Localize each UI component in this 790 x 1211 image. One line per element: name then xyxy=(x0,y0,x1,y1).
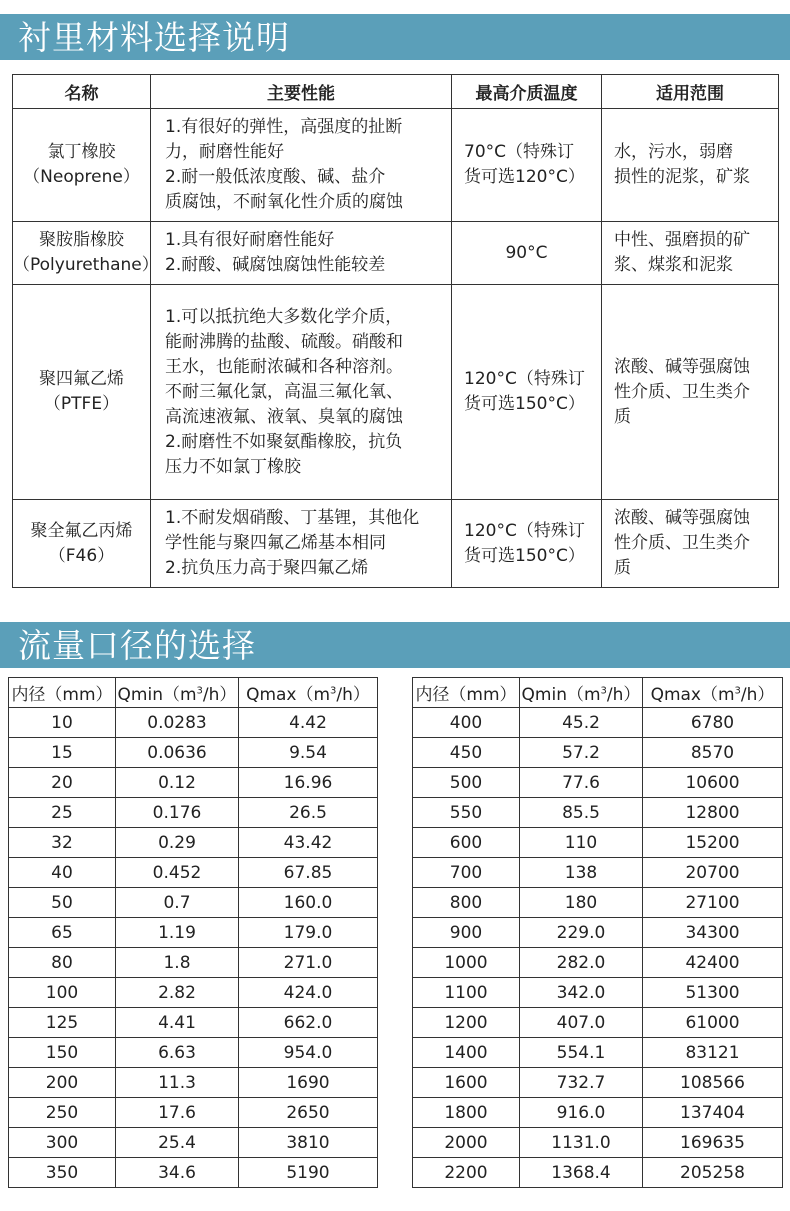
cell-text-line: 70°C（特殊订 xyxy=(464,142,575,162)
cell-text-line: 氯丁橡胶 xyxy=(47,142,116,162)
diameter-cell: 1400 xyxy=(413,1038,520,1068)
qmin-cell: 0.0283 xyxy=(116,708,239,738)
qmin-cell: 1131.0 xyxy=(520,1128,643,1158)
qmax-cell: 424.0 xyxy=(239,978,378,1008)
section-title-flow-diameter xyxy=(0,622,790,668)
cell-text-line: 2.耐磨性不如聚氨酯橡胶，抗负 xyxy=(165,431,403,452)
qmin-cell: 2.82 xyxy=(116,978,239,1008)
material-name-cell xyxy=(13,109,151,222)
cell-text-line: 水，污水，弱磨 xyxy=(614,142,733,162)
diameter-cell: 1600 xyxy=(413,1068,520,1098)
flow-row xyxy=(413,978,783,1008)
flow-row xyxy=(413,1128,783,1158)
cell-text-line: 王水，也能耐浓碱和各种溶剂。 xyxy=(165,356,403,377)
diameter-cell: 50 xyxy=(9,888,116,918)
cell-text-line: 1.有很好的弹性，高强度的扯断 xyxy=(165,117,403,137)
diameter-cell: 1100 xyxy=(413,978,520,1008)
header-qmax: $Qmax(m^3/h)$ xyxy=(239,678,378,708)
cell-text-line: 性介质、卫生类介 xyxy=(614,381,750,402)
qmin-cell: 342.0 xyxy=(520,978,643,1008)
qmax-cell: 3810 xyxy=(239,1128,378,1158)
diameter-cell: 550 xyxy=(413,798,520,828)
qmax-cell: 12800 xyxy=(643,798,783,828)
performance-cell xyxy=(151,285,452,500)
flow-header-row xyxy=(413,678,783,708)
qmin-cell: 45.2 xyxy=(520,708,643,738)
qmin-cell: 17.6 xyxy=(116,1098,239,1128)
qmin-cell: 4.41 xyxy=(116,1008,239,1038)
diameter-cell: 2000 xyxy=(413,1128,520,1158)
qmax-cell: 2650 xyxy=(239,1098,378,1128)
material-name-cell xyxy=(13,285,151,500)
section-title-lining-materials xyxy=(0,14,790,60)
lining-material-table xyxy=(12,74,779,588)
qmax-cell: 10600 xyxy=(643,768,783,798)
qmax-cell: 160.0 xyxy=(239,888,378,918)
diameter-cell: 250 xyxy=(9,1098,116,1128)
qmax-cell: 67.85 xyxy=(239,858,378,888)
flow-row xyxy=(413,708,783,738)
qmax-cell: 954.0 xyxy=(239,1038,378,1068)
qmax-cell: 83121 xyxy=(643,1038,783,1068)
qmin-cell: 180 xyxy=(520,888,643,918)
qmax-cell: 662.0 xyxy=(239,1008,378,1038)
cell-text-line: 2.耐一般低浓度酸、碱、盐介 xyxy=(165,167,386,187)
qmin-cell: 0.0636 xyxy=(116,738,239,768)
qmin-cell: 916.0 xyxy=(520,1098,643,1128)
flow-row xyxy=(413,918,783,948)
cell-text-line: 聚全氟乙丙烯 xyxy=(30,520,133,541)
flow-row xyxy=(413,948,783,978)
qmax-cell: 179.0 xyxy=(239,918,378,948)
flow-header-row xyxy=(9,678,378,708)
cell-text-line: 浓酸、碱等强腐蚀 xyxy=(614,508,750,528)
cell-text-line: 90°C xyxy=(505,242,548,263)
flow-row xyxy=(413,828,783,858)
diameter-cell: 800 xyxy=(413,888,520,918)
flow-row xyxy=(9,948,378,978)
qmax-cell: 271.0 xyxy=(239,948,378,978)
diameter-cell: 450 xyxy=(413,738,520,768)
qmin-cell: 57.2 xyxy=(520,738,643,768)
cell-text-line: 力，耐磨性能好 xyxy=(165,142,284,162)
flow-row xyxy=(9,1098,378,1128)
qmax-cell: 137404 xyxy=(643,1098,783,1128)
material-row xyxy=(13,109,779,222)
cell-text-line: 学性能与聚四氟乙烯基本相同 xyxy=(165,533,386,553)
flow-row xyxy=(9,738,378,768)
diameter-cell: 40 xyxy=(9,858,116,888)
cell-text-line: 浆、煤浆和泥浆 xyxy=(614,255,733,275)
qmin-cell: 138 xyxy=(520,858,643,888)
header-performance: 主要性能 xyxy=(151,75,452,109)
cell-text-line: 性介质、卫生类介 xyxy=(614,533,750,553)
qmin-cell: 407.0 xyxy=(520,1008,643,1038)
diameter-cell: 1200 xyxy=(413,1008,520,1038)
qmax-cell: 51300 xyxy=(643,978,783,1008)
cell-text-line: （F46） xyxy=(48,545,115,566)
flow-row xyxy=(9,768,378,798)
diameter-cell: 2200 xyxy=(413,1158,520,1188)
flow-row xyxy=(9,708,378,738)
cell-text-line: 1.可以抵抗绝大多数化学介质， xyxy=(165,306,403,327)
diameter-cell: 1800 xyxy=(413,1098,520,1128)
qmax-cell: 26.5 xyxy=(239,798,378,828)
cell-text-line: 聚胺脂橡胶 xyxy=(39,230,124,250)
qmin-cell: 282.0 xyxy=(520,948,643,978)
cell-text-line: 2.耐酸、碱腐蚀腐蚀性能较差 xyxy=(165,255,386,275)
cell-text-line: 高流速液氟、液氧、臭氧的腐蚀 xyxy=(165,406,403,427)
qmax-cell: 43.42 xyxy=(239,828,378,858)
material-row xyxy=(13,285,779,500)
cell-text-line: 1.具有很好耐磨性能好 xyxy=(165,230,335,250)
flow-row xyxy=(9,1068,378,1098)
cell-text-line: 120°C（特殊订 xyxy=(464,369,585,389)
qmax-cell: 1690 xyxy=(239,1068,378,1098)
cell-text-line: 浓酸、碱等强腐蚀 xyxy=(614,356,750,377)
qmin-cell: 1.8 xyxy=(116,948,239,978)
cell-text-line: 能耐沸腾的盐酸、硫酸。硝酸和 xyxy=(165,331,403,352)
diameter-cell: 1000 xyxy=(413,948,520,978)
section-title-text: 流量口径的选择 xyxy=(18,625,256,665)
flow-row xyxy=(413,768,783,798)
qmax-cell: 5190 xyxy=(239,1158,378,1188)
cell-text-line: （Neoprene） xyxy=(23,167,140,187)
header-qmax: $Qmax(m^3/h)$ xyxy=(643,678,783,708)
qmin-cell: 1368.4 xyxy=(520,1158,643,1188)
cell-text-line: 1.不耐发烟硝酸、丁基锂，其他化 xyxy=(165,508,420,528)
qmin-cell: 34.6 xyxy=(116,1158,239,1188)
qmax-cell: 108566 xyxy=(643,1068,783,1098)
flow-row xyxy=(9,858,378,888)
flow-row xyxy=(413,888,783,918)
qmax-cell: 8570 xyxy=(643,738,783,768)
diameter-cell: 80 xyxy=(9,948,116,978)
qmin-cell: 0.12 xyxy=(116,768,239,798)
cell-text-line: 质腐蚀，不耐氧化性介质的腐蚀 xyxy=(165,192,403,212)
diameter-cell: 300 xyxy=(9,1128,116,1158)
diameter-cell: 65 xyxy=(9,918,116,948)
material-name-cell xyxy=(13,500,151,588)
flow-row xyxy=(9,888,378,918)
qmin-cell: 0.7 xyxy=(116,888,239,918)
cell-text-line: 货可选150°C） xyxy=(464,394,585,414)
qmin-cell: 85.5 xyxy=(520,798,643,828)
diameter-cell: 10 xyxy=(9,708,116,738)
qmin-cell: 554.1 xyxy=(520,1038,643,1068)
section-title-text: 衬里材料选择说明 xyxy=(18,17,290,57)
application-cell xyxy=(602,109,779,222)
header-diameter: 内径（mm） xyxy=(413,678,520,708)
cell-text-line: （PTFE） xyxy=(43,394,120,414)
flow-row xyxy=(413,1098,783,1128)
header-qmin: $Qmin(m^3/h)$ xyxy=(520,678,643,708)
qmin-cell: 11.3 xyxy=(116,1068,239,1098)
qmax-cell: 61000 xyxy=(643,1008,783,1038)
flow-row xyxy=(413,798,783,828)
flow-row xyxy=(9,918,378,948)
cell-text-line: 2.抗负压力高于聚四氟乙烯 xyxy=(165,558,369,578)
flow-table-right xyxy=(412,677,783,1188)
qmin-cell: 110 xyxy=(520,828,643,858)
header-max-temp: 最高介质温度 xyxy=(452,75,602,109)
diameter-cell: 20 xyxy=(9,768,116,798)
cell-text-line: 损性的泥浆，矿浆 xyxy=(614,167,750,187)
flow-row xyxy=(9,1128,378,1158)
cell-text-line: 货可选120°C） xyxy=(464,167,585,187)
performance-cell xyxy=(151,109,452,222)
diameter-cell: 32 xyxy=(9,828,116,858)
application-cell xyxy=(602,285,779,500)
cell-text-line: 聚四氟乙烯 xyxy=(39,369,124,389)
flow-row xyxy=(9,1008,378,1038)
diameter-cell: 500 xyxy=(413,768,520,798)
flow-row xyxy=(9,1158,378,1188)
diameter-cell: 600 xyxy=(413,828,520,858)
diameter-cell: 150 xyxy=(9,1038,116,1068)
qmax-cell: 34300 xyxy=(643,918,783,948)
flow-row xyxy=(9,798,378,828)
performance-cell xyxy=(151,500,452,588)
qmax-cell: 169635 xyxy=(643,1128,783,1158)
qmin-cell: 1.19 xyxy=(116,918,239,948)
diameter-cell: 900 xyxy=(413,918,520,948)
header-diameter: 内径（mm） xyxy=(9,678,116,708)
qmin-cell: 229.0 xyxy=(520,918,643,948)
flow-row xyxy=(413,1038,783,1068)
material-name-cell xyxy=(13,222,159,285)
max-temp-cell xyxy=(452,285,602,500)
max-temp-cell xyxy=(452,109,602,222)
flow-row xyxy=(413,738,783,768)
qmax-cell: 20700 xyxy=(643,858,783,888)
flow-row xyxy=(413,1068,783,1098)
performance-cell xyxy=(151,222,452,285)
qmax-cell: 9.54 xyxy=(239,738,378,768)
flow-row xyxy=(9,978,378,1008)
cell-text-line: 质 xyxy=(614,406,631,427)
material-row xyxy=(13,222,779,285)
flow-row xyxy=(413,1008,783,1038)
qmin-cell: 6.63 xyxy=(116,1038,239,1068)
table-header-row xyxy=(13,75,779,109)
cell-text-line: 货可选150°C） xyxy=(464,545,585,566)
qmax-cell: 4.42 xyxy=(239,708,378,738)
flow-row xyxy=(9,1038,378,1068)
cell-text-line: 质 xyxy=(614,558,631,578)
application-cell xyxy=(602,222,779,285)
cell-text-line: 不耐三氟化氯，高温三氟化氧、 xyxy=(165,381,403,402)
qmax-cell: 6780 xyxy=(643,708,783,738)
diameter-cell: 100 xyxy=(9,978,116,1008)
qmax-cell: 16.96 xyxy=(239,768,378,798)
flow-row xyxy=(9,828,378,858)
qmin-cell: 0.29 xyxy=(116,828,239,858)
cell-text-line: 中性、强磨损的矿 xyxy=(614,230,750,250)
header-application: 适用范围 xyxy=(602,75,779,109)
header-name: 名称 xyxy=(13,75,151,109)
qmax-cell: 205258 xyxy=(643,1158,783,1188)
cell-text-line: 压力不如氯丁橡胶 xyxy=(165,456,301,477)
qmin-cell: 0.452 xyxy=(116,858,239,888)
diameter-cell: 25 xyxy=(9,798,116,828)
qmin-cell: 25.4 xyxy=(116,1128,239,1158)
flow-row xyxy=(413,858,783,888)
header-qmin: $Qmin(m^3/h)$ xyxy=(116,678,239,708)
qmin-cell: 732.7 xyxy=(520,1068,643,1098)
diameter-cell: 700 xyxy=(413,858,520,888)
material-row xyxy=(13,500,779,588)
diameter-cell: 125 xyxy=(9,1008,116,1038)
qmin-cell: 0.176 xyxy=(116,798,239,828)
qmin-cell: 77.6 xyxy=(520,768,643,798)
qmax-cell: 42400 xyxy=(643,948,783,978)
max-temp-cell xyxy=(452,222,602,285)
qmax-cell: 15200 xyxy=(643,828,783,858)
application-cell xyxy=(602,500,779,588)
cell-text-line: （Polyurethane） xyxy=(13,255,159,275)
diameter-cell: 200 xyxy=(9,1068,116,1098)
diameter-cell: 400 xyxy=(413,708,520,738)
cell-text-line: 120°C（特殊订 xyxy=(464,520,585,541)
diameter-cell: 350 xyxy=(9,1158,116,1188)
flow-row xyxy=(413,1158,783,1188)
max-temp-cell xyxy=(452,500,602,588)
flow-table-left xyxy=(8,677,378,1188)
qmax-cell: 27100 xyxy=(643,888,783,918)
diameter-cell: 15 xyxy=(9,738,116,768)
